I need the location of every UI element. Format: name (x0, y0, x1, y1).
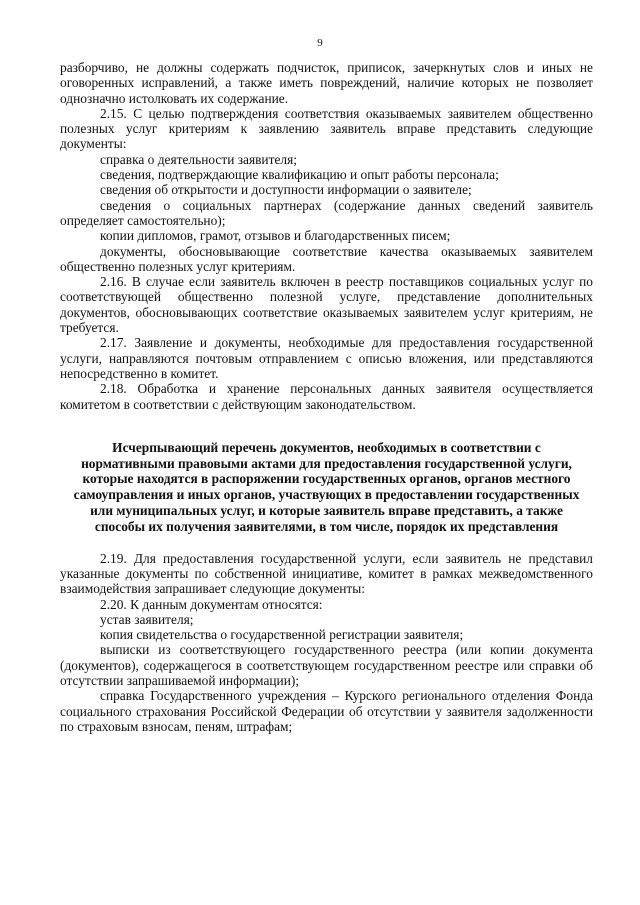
list-item: выписки из соответствующего государственного реестра (или копии документа (документов), содержащегося в соответствующем государственном реестре или справки об отсутствии запрашиваемой информации); (60, 642, 593, 688)
paragraph-2-20: 2.20. К данным документам относятся: (100, 596, 323, 612)
paragraph-2-15: 2.15. С целью подтверждения соответствия оказываемых заявителем общественно полезных услуг критериям к заявлению заявитель вправе представить следующие документы: (60, 105, 593, 152)
paragraph-2-16: 2.16. В случае если заявитель включен в реестр поставщиков социальных услуг по соответствующей общественно полезной услуге, представление дополнительных документов, обосновывающих соответствие оказываемых заявителем услуг критериям, не требуется. (60, 274, 593, 336)
list-item: сведения, подтверждающие квалификацию и опыт работы персонала; (100, 167, 499, 183)
list-item: копии дипломов, грамот, отзывов и благодарственных писем; (100, 228, 451, 244)
list-item: устав заявителя; (100, 611, 194, 627)
list-item: сведения об открытости и доступности информации о заявителе; (100, 182, 472, 198)
paragraph-2-19: 2.19. Для предоставления государственной услуги, если заявитель не представил указанные документы по собственной инициативе, комитет в рамках межведомственного взаимодействия запрашивает следующие документы: (60, 550, 593, 597)
paragraph-continuation: разборчиво, не должны содержать подчисток, приписок, зачеркнутых слов и иных не оговоренных исправлений, а также иметь повреждений, наличие которых не позволяет однозначно истолковать их содержание. (60, 60, 593, 106)
paragraph-2-17: 2.17. Заявление и документы, необходимые для предоставления государственной услуги, направляются почтовым отправлением с описью вложения, или представляются непосредственно в комитет. (60, 335, 593, 381)
page-number: 9 (317, 37, 323, 49)
list-item: справка Государственного учреждения – Курского регионального отделения Фонда социального страхования Российской Федерации об отсутствии у заявителя задолженности по страховым взносам, пеням, штрафам; (60, 688, 593, 734)
list-item: справка о деятельности заявителя; (100, 151, 297, 167)
list-item: документы, обосновывающие соответствие качества оказываемых заявителем общественно полезных услуг критериям. (60, 243, 593, 274)
list-item: сведения о социальных партнерах (содержание данных сведений заявитель определяет самостоятельно); (60, 197, 593, 228)
section-heading: Исчерпывающий перечень документов, необходимых в соответствии с нормативными правовыми актами для предоставления государственной услуги, которые находятся в распоряжении государственных органов, органов местного самоуправления и иных органов, участвующих в предоставлении государственных или муниципальных услуг, и которые заявитель вправе представить, а также способы их получения заявителями, в том числе, порядок их представления (73, 439, 580, 534)
paragraph-2-18: 2.18. Обработка и хранение персональных данных заявителя осуществляется комитетом в соответствии с действующим законодательством. (60, 381, 593, 412)
document-body (60, 60, 593, 734)
list-item: копия свидетельства о государственной регистрации заявителя; (100, 627, 464, 643)
